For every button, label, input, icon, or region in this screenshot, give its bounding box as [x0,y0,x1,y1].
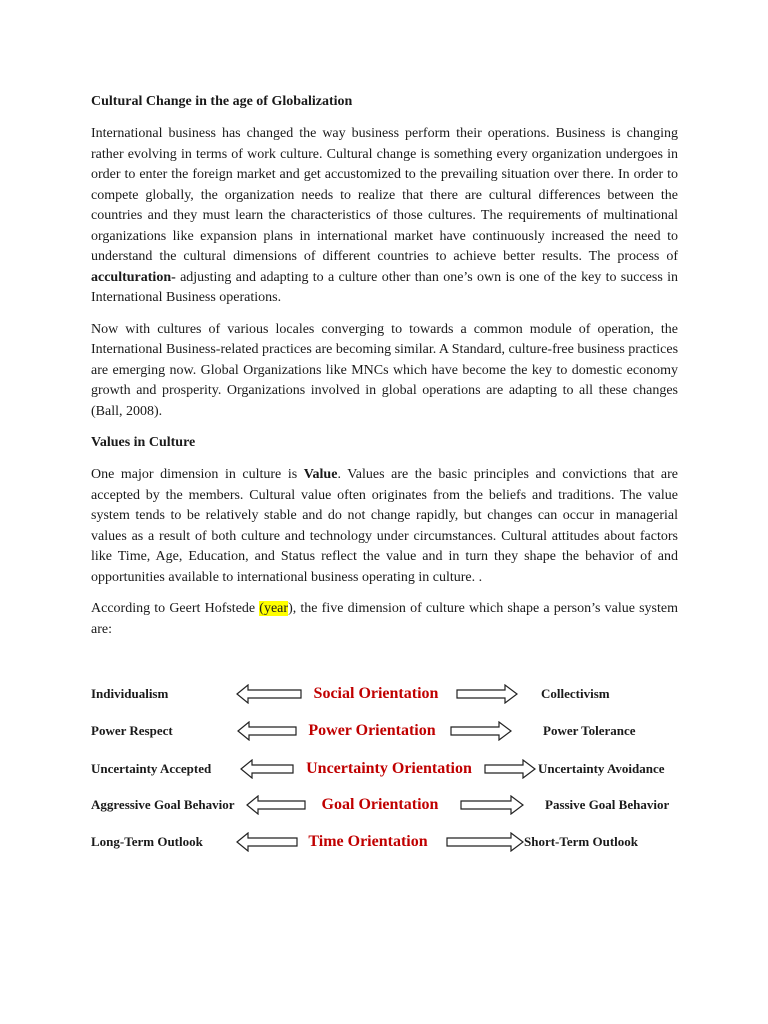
dimension-left-label: Aggressive Goal Behavior [91,797,235,812]
dimension-center-label: Uncertainty Orientation [306,760,472,777]
paragraph-2: Now with cultures of various locales converging to towards a common module of operation, the International Business-related practices are becoming similar. A Standard, culture-free business practices are emerging now. Global Organizations like MNCs which have become the key to domestic economy growth and prosperity. Organizations involved in global operations are adapting to all these changes (Ball, 2008). [91,321,679,419]
document-body [91,92,678,651]
right-arrow-icon [484,759,536,779]
paragraph-3-text-a: One major dimension in culture is [91,467,304,482]
dimension-row [0,793,768,817]
dimension-left-label: Individualism [91,686,169,701]
dimension-row [0,757,768,781]
dimension-row [0,719,768,743]
dimension-center-label: Social Orientation [313,685,439,702]
paragraph-1-text-b: adjusting and adapting to a culture other than one’s own is one of the key to success in International Business operations. [91,269,678,305]
dimension-row [0,830,768,854]
dimension-right-label: Power Tolerance [543,723,636,738]
dimension-right-label: Collectivism [541,686,610,701]
section-heading-values: Values in Culture [91,435,196,450]
paragraph-3 [91,465,678,588]
paragraph-1-text-a: International business has changed the way business perform their operations. Business is changing rather evolving in terms of work culture. Cultural change is something every organization undergoes in order to enter the foreign market and get accustomized to the prevailing situation over there. In order to compete globally, the organization needs to realize that there are cultural differences between the countries and they must learn the characteristics of those cultures. The requirements of multinational organizations like expansion plans in international market have continuously increased the need to understand the cultural dimensions of different countries to achieve better results. The process of [91,126,678,264]
left-arrow-icon [240,759,294,779]
dimension-left-label: Power Respect [91,723,173,738]
paragraph-4 [91,599,678,640]
dimension-center-label: Time Orientation [308,833,428,850]
dimension-left-label: Uncertainty Accepted [91,761,212,776]
left-arrow-icon [236,684,302,704]
dimension-center-label: Power Orientation [308,722,436,739]
paragraph-4-text-a: According to Geert Hofstede [91,601,260,616]
paragraph-4-text-b: ), the five dimension of culture which shape a person’s value system are: [91,601,678,637]
dimension-right-label: Uncertainty Avoidance [538,761,665,776]
left-arrow-icon [246,795,306,815]
dimension-right-label: Short-Term Outlook [524,834,638,849]
left-arrow-icon [237,721,297,741]
right-arrow-icon [456,684,518,704]
right-arrow-icon [446,832,524,852]
section-heading-globalization: Cultural Change in the age of Globalization [91,94,353,109]
paragraph-1 [91,124,678,309]
dimension-center-label: Goal Orientation [321,796,439,813]
paragraph-3-text-b: . Values are the basic principles and convictions that are accepted by the members. Cultural value often originates from the beliefs and traditions. The value system tends to be relatively stable and do not change rapidly, but changes can occur in managerial values as a result of both culture and technology under circumstances. Cultural attitudes about factors like Time, Age, Education, and Status reflect the value and in turn they shape the behavior of and opportunities available to international business operating in culture. . [91,467,678,585]
highlighted-text: (year [259,601,289,616]
paragraph-3-bold-term: Value [303,467,338,482]
right-arrow-icon [450,721,512,741]
left-arrow-icon [236,832,298,852]
paragraph-1-bold-term: acculturation- [91,269,176,285]
right-arrow-icon [460,795,524,815]
dimension-right-label: Passive Goal Behavior [545,797,670,812]
dimension-left-label: Long-Term Outlook [91,834,203,849]
dimension-row [0,682,768,706]
